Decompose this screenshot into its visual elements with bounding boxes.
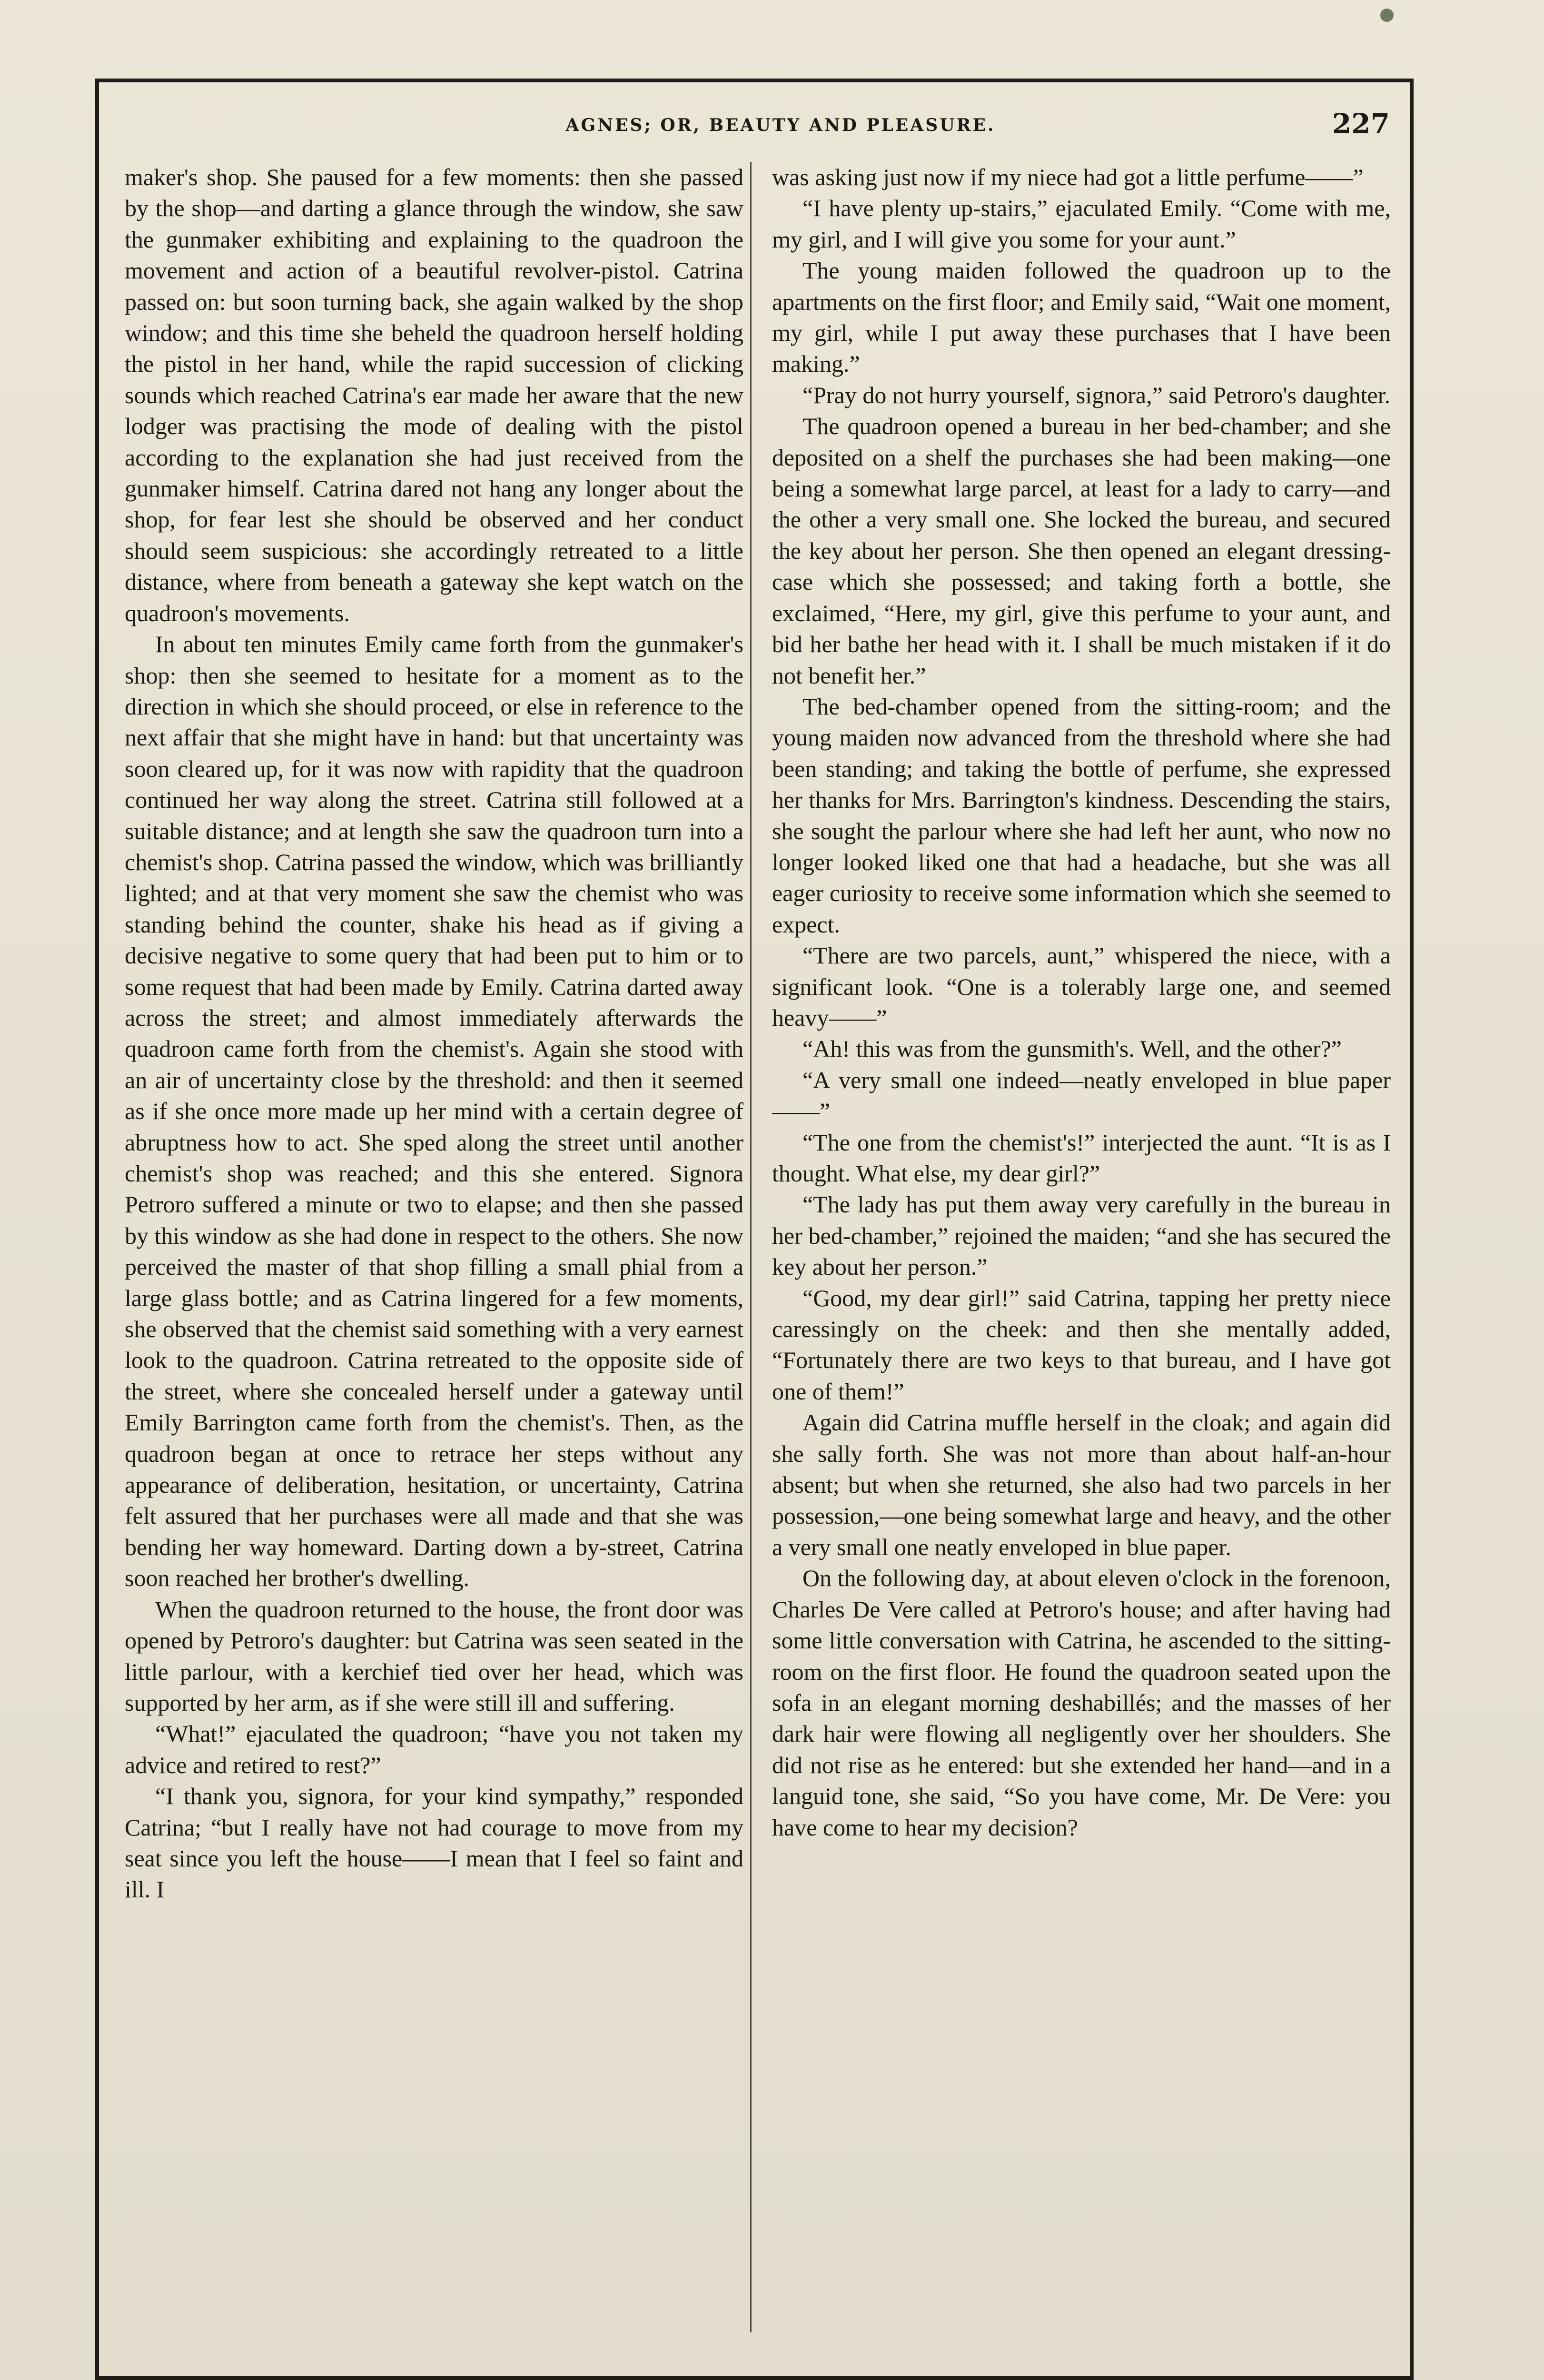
paragraph: was asking just now if my niece had got a little perfume——” [772,164,1364,190]
paragraph: Again did Catrina muffle herself in the cloak; and again did she sally forth. She was not more than about half-an-hour absent; but when she returned, she also had two parcels in her possession,—one being somewhat large and heavy, and the other a very small one neatly enveloped in blue paper. [772,1409,1391,1560]
ink-speck [1380,9,1394,22]
paragraph: On the following day, at about eleven o'clock in the forenoon, Charles De Vere called at Petroro's house; and after having had some little conversation with Catrina, he ascended to the sitting-room on the first floor. He found the quadroon seated upon the sofa in an elegant morning deshabillés; and the masses of her dark hair were flowing all negligently over her shoulders. She did not rise as he entered: but she extended her hand—and in a languid tone, she said, “So you have come, Mr. De Vere: you have come to hear my decision? [772,1565,1391,1841]
right-column [772,162,1391,2318]
paragraph: “There are two parcels, aunt,” whispered the niece, with a significant look. “One is a tolerably large one, and seemed heavy——” [772,942,1391,1031]
column-divider [750,162,752,2332]
paragraph: “Good, my dear girl!” said Catrina, tapping her pretty niece caressingly on the cheek: and then she mentally added, “Fortunately there are two keys to that bureau, and I have got one of them!” [772,1284,1391,1405]
left-column [125,162,743,2318]
paragraph: “Ah! this was from the gunsmith's. Well, and the other?” [802,1035,1342,1062]
paragraph: The bed-chamber opened from the sitting-room; and the young maiden now advanced from the threshold where she had been standing; and taking the bottle of perfume, she expressed her thanks for Mrs. Barrington's kindness. Descending the stairs, she sought the parlour where she had left her aunt, who now no longer looked liked one that had a headache, but she was all eager curiosity to receive some information which she seemed to expect. [772,693,1391,938]
paragraph: In about ten minutes Emily came forth from the gunmaker's shop: then she seemed to hesitate for a moment as to the direction in which she should proceed, or else in reference to the next affair that she might have in hand: but that uncertainty was soon cleared up, for it was now with rapidity that the quadroon continued her way along the street. Catrina still followed at a suitable distance; and at length she saw the quadroon turn into a chemist's shop. Catrina passed the window, which was brilliantly lighted; and at that very moment she saw the chemist who was standing behind the counter, shake his head as if giving a decisive negative to some query that had been put to him or to some request that had been made by Emily. Catrina darted away across the street; and almost immediately afterwards the quadroon came forth from the chemist's. Again she stood with an air of uncertainty close by the threshold: and then it seemed as if she once more made up her mind with a certain degree of abruptness how to act. She sped along the street until another chemist's shop was reached; and this she entered. Signora Petroro suffered a minute or two to elapse; and then she passed by this window as she had done in respect to the others. She now perceived the master of that shop filling a small phial from a large glass bottle; and as Catrina lingered for a few moments, she observed that the chemist said something with a very earnest look to the quadroon. Catrina retreated to the opposite side of the street, where she concealed herself under a gateway until Emily Barrington came forth from the chemist's. Then, as the quadroon began at once to retrace her steps without any appearance of deliberation, hesitation, or uncertainty, Catrina felt assured that her purchases were all made and that she was bending her way homeward. Darting down a by-street, Catrina soon reached her brother's dwelling. [125,631,743,1592]
running-title: AGNES; OR, BEAUTY AND PLEASURE. [565,115,996,135]
running-head [157,110,1404,144]
paragraph: “I thank you, signora, for your kind sympathy,” responded Catrina; “but I really have not had courage to move from my seat since you left the house——I mean that I feel so faint and ill. I [125,1783,743,1903]
paragraph: maker's shop. She paused for a few moments: then she passed by the shop—and darting a glance through the window, she saw the gunmaker exhibiting and explaining to the quadroon the movement and action of a beautiful revolver-pistol. Catrina passed on: but soon turning back, she again walked by the shop window; and this time she beheld the quadroon herself holding the pistol in her hand, while the rapid succession of clicking sounds which reached Catrina's ear made her aware that the new lodger was practising the mode of dealing with the pistol according to the explanation she had just received from the gunmaker himself. Catrina dared not hang any longer about the shop, for fear lest she should be observed and her conduct should seem suspicious: she accordingly retreated to a little distance, where from beneath a gateway she kept watch on the quadroon's movements. [125,164,743,626]
paragraph: “I have plenty up-stairs,” ejaculated Emily. “Come with me, my girl, and I will give you some for your aunt.” [772,195,1391,253]
paragraph: “The one from the chemist's!” interjected the aunt. “It is as I thought. What else, my dear girl?” [772,1129,1391,1187]
page-number: 227 [1332,108,1390,140]
paragraph: The young maiden followed the quadroon up to the apartments on the first floor; and Emily said, “Wait one moment, my girl, while I put away these purchases that I have been making.” [772,257,1391,377]
paragraph: “The lady has put them away very carefully in the bureau in her bed-chamber,” rejoined the maiden; “and she has secured the key about her person.” [772,1191,1391,1280]
paragraph: “What!” ejaculated the quadroon; “have you not taken my advice and retired to rest?” [125,1720,743,1778]
paragraph: “Pray do not hurry yourself, signora,” said Petroro's daughter. [802,381,1391,408]
paragraph: When the quadroon returned to the house, the front door was opened by Petroro's daughter: but Catrina was seen seated in the little parlour, with a kerchief tied over her head, which was supported by her arm, as if she were still ill and suffering. [125,1596,743,1716]
paragraph: “A very small one indeed—neatly enveloped in blue paper——” [772,1066,1391,1125]
paragraph: The quadroon opened a bureau in her bed-chamber; and she deposited on a shelf the purchases she had been making—one being a somewhat large parcel, at least for a lady to carry—and the other a very small one. She locked the bureau, and secured the key about her person. She then opened an elegant dressing-case which she possessed; and taking forth a bottle, she exclaimed, “Here, my girl, give this perfume to your aunt, and bid her bathe her head with it. I shall be much mistaken if it do not benefit her.” [772,413,1391,689]
